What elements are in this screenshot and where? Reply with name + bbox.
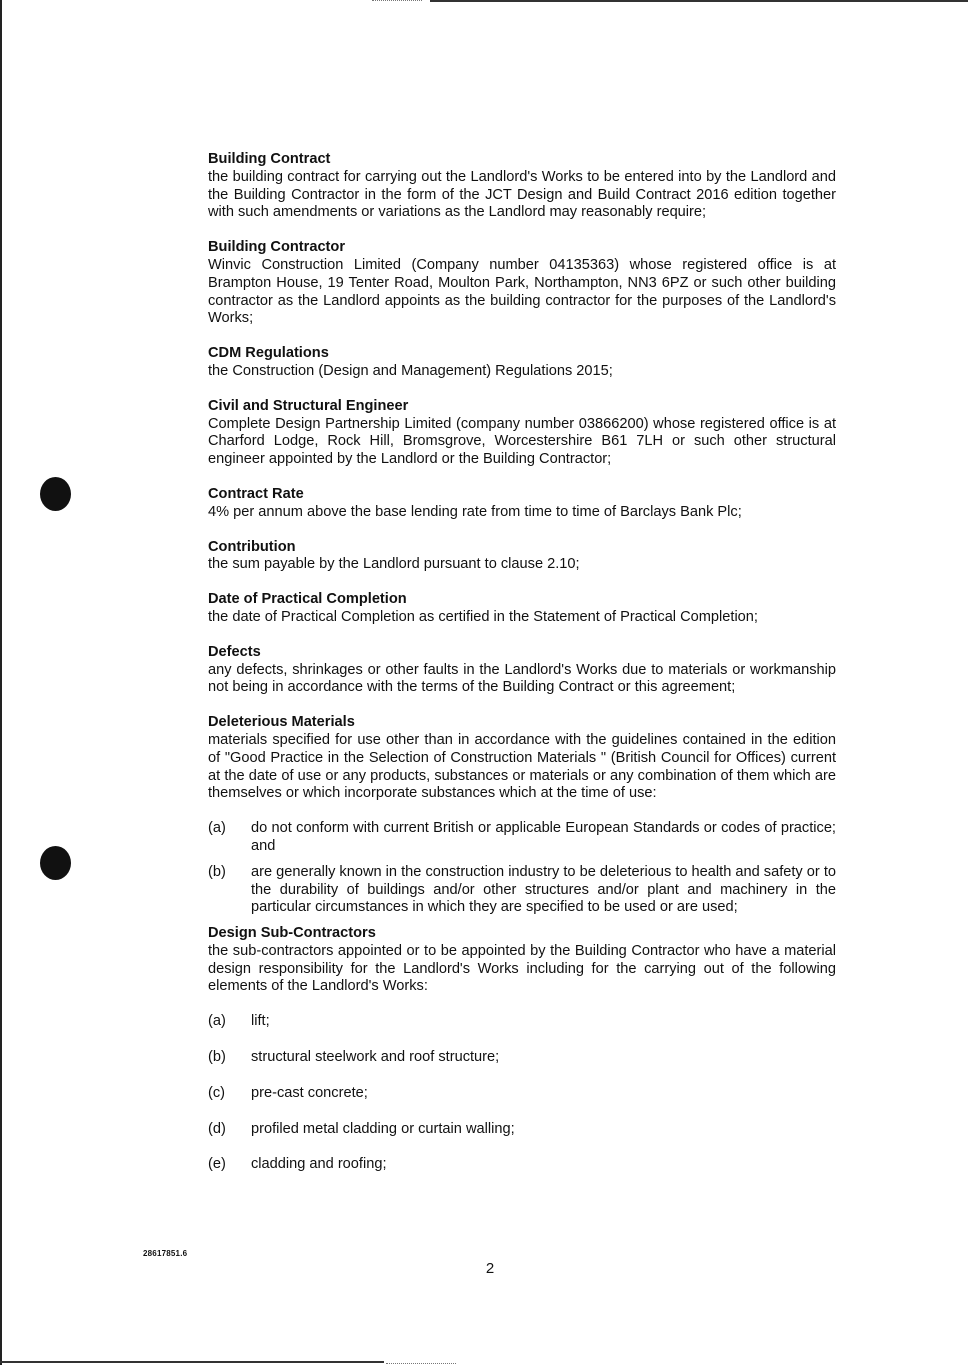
scan-edge-left [0,0,2,1365]
sub-item-text: cladding and roofing; [251,1156,387,1173]
definition-deleterious-materials [208,714,836,917]
definition-text: the sub-contractors appointed or to be appointed by the Building Contractor who have a material design responsibility for the Landlord's Works including for the carrying out of the following elements of the Landlord's Works: [208,942,836,995]
definition [208,486,836,522]
sub-item [208,1121,836,1139]
definition-text: the date of Practical Completion as certified in the Statement of Practical Completion; [208,608,758,625]
definition-design-sub-contractors [208,925,836,1174]
punch-hole-top [40,477,71,511]
sub-item [208,1085,836,1103]
definition-term: Design Sub-Contractors [208,925,376,942]
definition-term: Deleterious Materials [208,714,355,731]
definition [208,539,836,575]
sub-item-text: pre-cast concrete; [251,1084,368,1101]
definition-term: Building Contract [208,151,331,167]
punch-hole-bottom [40,846,71,880]
definition-term: Civil and Structural Engineer [208,397,409,414]
definition-text: the Construction (Design and Management) Regulations 2015; [208,362,613,379]
definition-text: Winvic Construction Limited (Company number 04135363) whose registered office is at Brampton House, 19 Tenter Road, Moulton Park, Northampton, NN3 6PZ or such other building contractor as the Landlord appoints as the building contractor for the purposes of the Landlord's Works; [208,256,836,327]
sub-item-label: (d) [208,1120,226,1137]
definitions-list [208,151,836,1192]
sub-item-label: (e) [208,1156,226,1173]
definition-text: Complete Design Partnership Limited (company number 03866200) whose registered office is at Charford Lodge, Rock Hill, Bromsgrove, Worcestershire B61 7LH or such other structural engineer appointed by the Landlord or the Building Contractor; [208,415,836,468]
sub-item-label: (c) [208,1084,226,1101]
definition-term: Contribution [208,538,296,555]
page-number: 2 [485,1260,495,1277]
definition-text: 4% per annum above the base lending rate from time to time of Barclays Bank Plc; [208,503,742,520]
sub-item [208,1049,836,1067]
sub-item-text: do not conform with current British or applicable European Standards or codes of practice; and [251,820,836,854]
definition-text: the sum payable by the Landlord pursuant to clause 2.10; [208,556,580,573]
sub-item-label: (a) [208,820,226,837]
definition [208,151,836,222]
sub-list [208,820,836,917]
sub-item [208,1013,836,1031]
definition-term: Contract Rate [208,485,304,502]
definition [208,644,836,697]
scan-edge-top-dots [372,0,422,2]
sub-item [208,820,836,856]
definition-term: Defects [208,643,261,660]
sub-item-text: structural steelwork and roof structure; [251,1049,500,1066]
definition-text: any defects, shrinkages or other faults in the Landlord's Works due to materials or workmanship not being in accordance with the terms of the Building Contract or this agreement; [208,661,836,696]
definition-term: Date of Practical Completion [208,591,407,608]
definition [208,239,836,328]
scan-edge-bottom [0,1361,384,1363]
document-reference: 28617851.6 [143,1249,188,1258]
scan-edge-top [430,0,968,2]
definition-text: materials specified for use other than in accordance with the guidelines contained in the edition of "Good Practice in the Selection of Construction Materials " (British Council for Offices) current at the date of use or any products, substances or materials or any combination of them which are themselves or which incorporate substances which at the time of use: [208,731,836,802]
definition [208,345,836,381]
sub-item-label: (b) [208,1049,226,1066]
sub-item [208,1156,836,1174]
definition-term: CDM Regulations [208,345,329,362]
sub-item-label: (b) [208,863,226,880]
sub-item [208,864,836,917]
sub-list [208,1013,836,1174]
sub-item-text: lift; [251,1013,270,1030]
definition [208,591,836,627]
sub-item-text: are generally known in the construction industry to be deleterious to health and safety or to the durability of buildings and/or other structures and/or plant and machinery in the particular circumstances in which they are specified to be used or are used; [251,863,836,916]
sub-item-label: (a) [208,1013,226,1030]
definition-term: Building Contractor [208,239,346,256]
definition-text: the building contract for carrying out the Landlord's Works to be entered into by the Landlord and the Building Contractor in the form of the JCT Design and Build Contract 2016 edition together with such amendments or variations as the Landlord may reasonably require; [208,168,836,221]
sub-item-text: profiled metal cladding or curtain walling; [251,1120,515,1137]
definition [208,398,836,469]
